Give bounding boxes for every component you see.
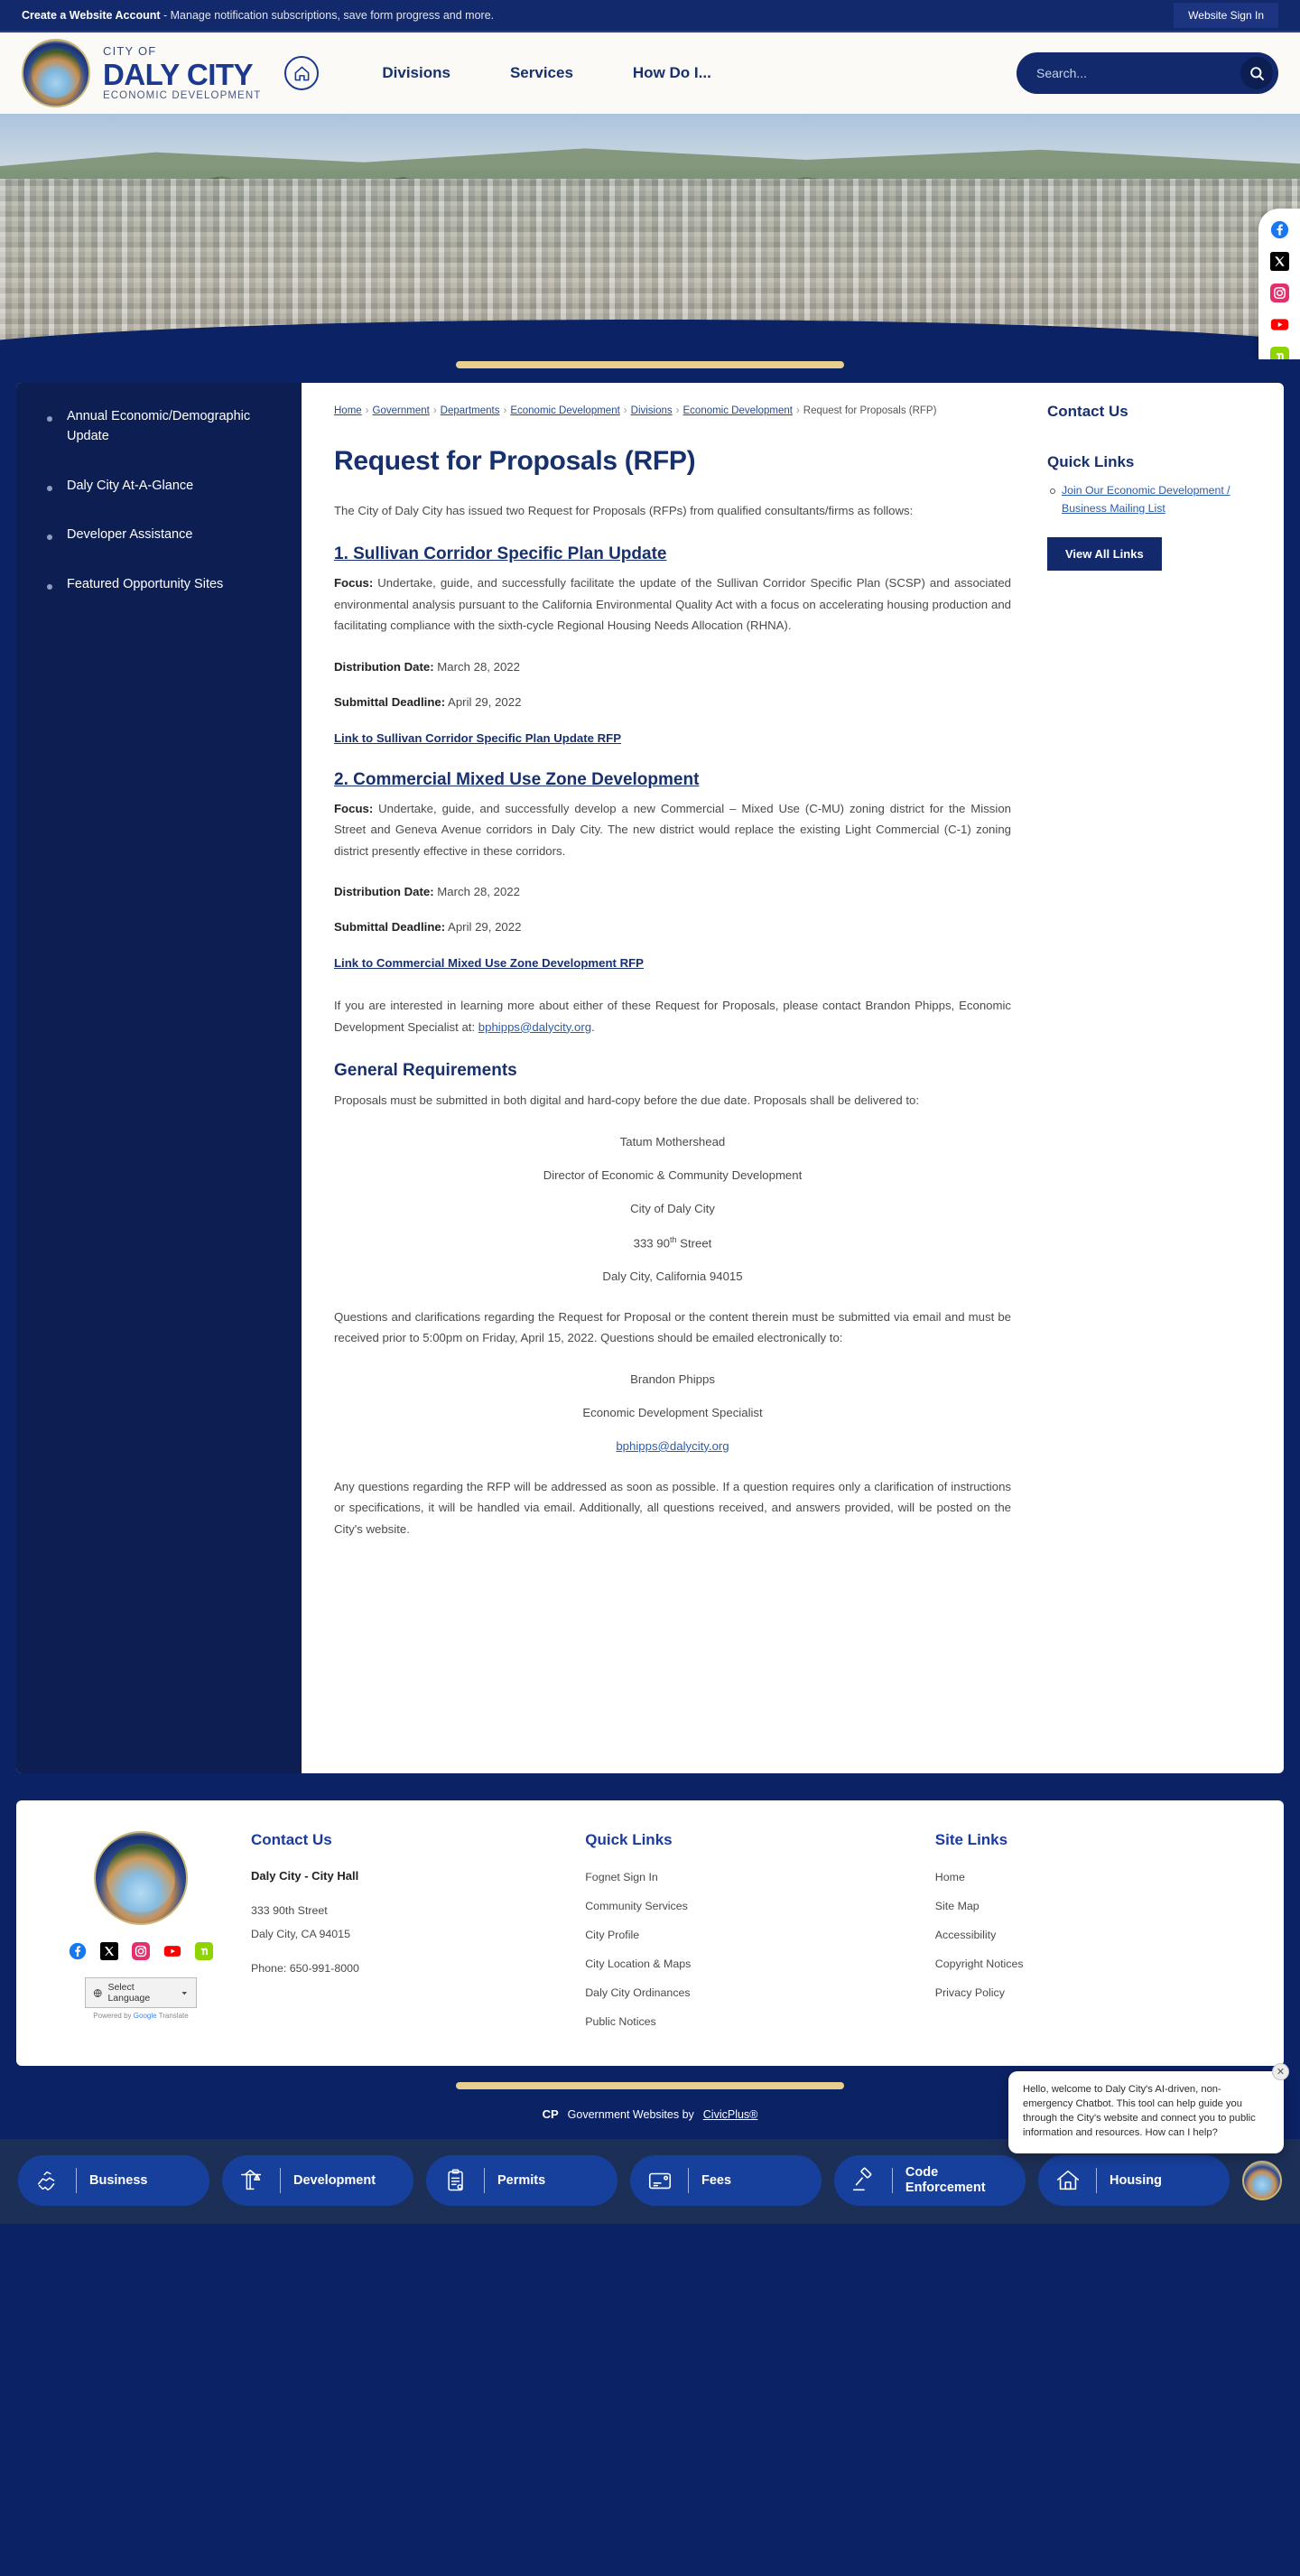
site-header	[0, 33, 1300, 114]
x-twitter-icon[interactable]	[99, 1941, 119, 1961]
chatbot-tooltip	[1008, 2067, 1286, 2153]
youtube-icon[interactable]	[162, 1941, 182, 1961]
pill-divider	[892, 2168, 893, 2193]
rfp-1-focus	[334, 572, 1011, 637]
rfp-2-distribution-label: Distribution Date:	[334, 885, 434, 899]
rfp-1-document-link[interactable]: Link to Sullivan Corridor Specific Plan Update RFP	[334, 730, 622, 745]
search-box[interactable]	[1017, 52, 1278, 94]
content-shell	[16, 383, 1284, 1773]
closing-paragraph: Any questions regarding the RFP will be addressed as soon as possible. If a question requires only a clarification of instructions or specifications, it will be handled via email. Additionally, all questions received, and answers provided, will be posted on the City's website.	[334, 1479, 1011, 1536]
list-item	[585, 1985, 914, 2001]
address-street	[334, 1235, 1011, 1250]
footer-contact-phone: Phone: 650-991-8000	[251, 1962, 359, 1975]
list-item	[1062, 482, 1257, 517]
primary-navigation	[382, 64, 710, 82]
rfp-2-heading[interactable]: 2. Commercial Mixed Use Zone Development	[334, 769, 700, 789]
general-requirements-intro: Proposals must be submitted in both digital and hard-copy before the due date. Proposals shall be delivered to:	[334, 1093, 920, 1108]
quick-link-mailing-list[interactable]: Join Our Economic Development / Business Mailing List	[1062, 484, 1230, 515]
list-item	[585, 1869, 914, 1885]
footer-logo-column	[52, 1831, 229, 2042]
address-org: City of Daly City	[630, 1201, 715, 1215]
quick-action-label: Housing	[1110, 2172, 1162, 2188]
quick-action-label: Fees	[701, 2172, 732, 2188]
brand-city-of: CITY OF	[103, 43, 157, 58]
nextdoor-icon[interactable]	[1269, 346, 1289, 359]
home-button[interactable]	[284, 56, 319, 90]
card-icon	[645, 2165, 675, 2196]
facebook-icon[interactable]	[1269, 219, 1289, 239]
contact-paragraph-pre: If you are interested in learning more about either of these Request for Proposals, please contact Brandon Phipps, Economic Development Specialist at:	[334, 999, 1011, 1034]
clipboard-icon	[441, 2165, 471, 2196]
search-icon	[1249, 65, 1266, 82]
footer-link-daly-city-ordinances[interactable]: Daly City Ordinances	[585, 1986, 691, 1999]
sidebar-item-featured-opportunity-sites[interactable]: Featured Opportunity Sites	[47, 574, 302, 594]
breadcrumb	[334, 403, 1011, 421]
rfp-1-focus-text: Undertake, guide, and successfully facilitate the update of the Sullivan Corridor Specific Plan (SCSP) and associated environmental analysis pursuant to the California Environmental Quality Act with a focus on accelerating housing production and facilitating compliance with the sixth-cycle Regional Housing Needs Allocation (RHNA).	[334, 576, 1011, 633]
rfp-2-submittal-label: Submittal Deadline:	[334, 920, 446, 935]
list-item	[585, 1956, 914, 1972]
footer-link-site-map[interactable]: Site Map	[934, 1900, 980, 1912]
breadcrumb-sep: ›	[675, 405, 680, 416]
quick-action-label: Business	[89, 2172, 148, 2188]
quick-action-label: Code Enforcement	[905, 2165, 986, 2195]
questions-contact-email-wrap	[334, 1439, 1011, 1453]
breadcrumb-sep: ›	[795, 405, 800, 416]
powered-by-google-translate	[52, 2012, 229, 2020]
sidebar-quick-links-list	[1047, 482, 1257, 517]
facebook-icon[interactable]	[68, 1941, 88, 1961]
main-content	[302, 383, 1042, 1773]
view-all-links-button[interactable]: View All Links	[1047, 537, 1162, 571]
chatbot-avatar-button[interactable]	[1242, 2161, 1282, 2200]
footer-contact-citystate: Daly City, CA 94015	[251, 1928, 350, 1940]
list-item	[585, 1927, 914, 1943]
brand-block[interactable]	[103, 45, 261, 102]
contact-paragraph-post: .	[591, 1019, 595, 1034]
rfp-2-document-link[interactable]: Link to Commercial Mixed Use Zone Development RFP	[334, 956, 644, 971]
nav-item-services[interactable]: Services	[509, 64, 573, 81]
pill-divider	[688, 2168, 689, 2193]
sidebar-list	[47, 406, 302, 594]
home-icon	[293, 65, 311, 82]
sidebar-item-developer-assistance[interactable]: Developer Assistance	[47, 525, 302, 544]
nav-item-how-do-i[interactable]: How Do I...	[632, 64, 711, 81]
quick-action-permits[interactable]	[426, 2155, 618, 2206]
questions-contact-email-link[interactable]: bphipps@dalycity.org	[616, 1438, 729, 1453]
breadcrumb-sep: ›	[623, 405, 627, 416]
powered-by-prefix: Powered by	[93, 2012, 134, 2020]
brand-city-name: DALY CITY	[103, 57, 254, 91]
footer-link-public-notices[interactable]: Public Notices	[585, 2015, 656, 2028]
city-seal-logo[interactable]	[22, 39, 90, 107]
civicplus-logo: CP	[542, 2107, 559, 2121]
gold-bar	[456, 2082, 844, 2089]
address-title: Director of Economic & Community Development	[543, 1167, 803, 1182]
hero-banner	[0, 114, 1300, 359]
contact-email-link[interactable]: bphipps@dalycity.org	[478, 1019, 592, 1034]
quick-action-development[interactable]	[222, 2155, 413, 2206]
social-rail	[1258, 209, 1300, 359]
page-title: Request for Proposals (RFP)	[334, 445, 696, 476]
rfp-2-distribution-value: March 28, 2022	[433, 885, 520, 899]
questions-contact-title: Economic Development Specialist	[582, 1405, 763, 1419]
instagram-icon[interactable]	[1269, 283, 1289, 302]
sidebar-contact-us-heading: Contact Us	[1047, 403, 1128, 420]
footer-city-seal[interactable]	[94, 1831, 188, 1925]
breadcrumb-sep: ›	[432, 405, 437, 416]
questions-paragraph: Questions and clarifications regarding the Request for Proposal or the content therein must be submitted via email and must be received prior to 5:00pm on Friday, April 15, 2022. Questions should be emailed electronically to:	[334, 1309, 1011, 1345]
gold-divider-top	[0, 359, 1300, 370]
pill-divider	[484, 2168, 485, 2193]
search-submit-button[interactable]	[1240, 57, 1273, 89]
list-item	[585, 1898, 914, 1914]
youtube-icon[interactable]	[1269, 314, 1289, 334]
civicplus-text: Government Websites by	[567, 2107, 694, 2121]
footer-quicklinks-column	[563, 1831, 914, 2042]
language-selector[interactable]	[85, 1977, 197, 2008]
create-account-link[interactable]: Create a Website Account	[22, 9, 161, 22]
address-street-number: 333 90	[633, 1235, 670, 1250]
general-requirements-heading: General Requirements	[334, 1061, 517, 1081]
rfp-1-heading[interactable]: 1. Sullivan Corridor Specific Plan Update	[334, 544, 667, 564]
breadcrumb-sep: ›	[365, 405, 369, 416]
sidebar-item-at-a-glance[interactable]: Daly City At-A-Glance	[47, 476, 302, 496]
rfp-1-focus-label: Focus:	[334, 576, 374, 591]
page-body	[0, 370, 1300, 1800]
powered-by-suffix: Translate	[156, 2012, 189, 2020]
quick-action-business[interactable]	[18, 2155, 209, 2206]
quick-action-label: Development	[293, 2172, 376, 2188]
pill-divider	[280, 2168, 281, 2193]
website-signin-button[interactable]: Website Sign In	[1174, 3, 1278, 28]
rfp-1-distribution-value: March 28, 2022	[433, 659, 520, 674]
footer-sitelinks-heading: Site Links	[934, 1831, 1008, 1848]
instagram-icon[interactable]	[131, 1941, 151, 1961]
contact-paragraph	[334, 995, 1011, 1037]
footer-contact-heading: Contact Us	[251, 1831, 332, 1848]
footer-link-home[interactable]: Home	[934, 1871, 965, 1883]
list-item	[935, 1956, 1248, 1972]
address-name: Tatum Mothershead	[619, 1134, 726, 1149]
list-item	[935, 1869, 1248, 1885]
x-twitter-icon[interactable]	[1269, 251, 1289, 271]
rfp-1-submittal	[334, 695, 1011, 709]
footer-contact-column	[229, 1831, 563, 2042]
gavel-icon	[849, 2165, 879, 2196]
quick-action-label: Permits	[497, 2172, 546, 2188]
address-city-state-zip: Daly City, California 94015	[602, 1269, 743, 1283]
section-sidebar	[16, 383, 302, 1773]
footer-link-copyright-notices[interactable]: Copyright Notices	[934, 1958, 1024, 1970]
handshake-icon	[32, 2165, 63, 2196]
breadcrumb-sep: ›	[503, 405, 507, 416]
rfp-1-distribution-label: Distribution Date:	[334, 659, 434, 674]
footer-quicklinks-list	[585, 1869, 914, 2030]
pill-divider	[1096, 2168, 1097, 2193]
rfp-2-distribution	[334, 885, 1011, 898]
breadcrumb-economic-development[interactable]: Economic Development	[510, 405, 620, 416]
questions-contact-name: Brandon Phipps	[630, 1372, 715, 1386]
quick-action-code-enforcement[interactable]	[834, 2155, 1026, 2206]
breadcrumb-economic-development-2[interactable]: Economic Development	[682, 405, 793, 416]
create-account-desc: - Manage notification subscriptions, save form progress and more.	[160, 9, 495, 22]
list-item	[935, 1985, 1248, 2001]
footer-link-city-profile[interactable]: City Profile	[585, 1929, 640, 1941]
quick-action-housing[interactable]	[1038, 2155, 1230, 2206]
list-item	[585, 2013, 914, 2030]
rfp-2-submittal	[334, 920, 1011, 934]
sidebar-item-annual-update[interactable]: Annual Economic/Demographic Update	[47, 406, 302, 447]
rfp-2-focus-label: Focus:	[334, 801, 374, 815]
house-icon	[1053, 2165, 1083, 2196]
list-item	[935, 1898, 1248, 1914]
breadcrumb-divisions[interactable]: Divisions	[630, 405, 673, 416]
chatbot-message: Hello, welcome to Daly City's AI-driven, non-emergency Chatbot. This tool can help guide you through the City's website and connect you to public information and resources. How can I help?	[1023, 2084, 1256, 2139]
rfp-1-submittal-label: Submittal Deadline:	[334, 694, 446, 709]
crane-icon	[237, 2165, 267, 2196]
footer-social-links	[52, 1941, 229, 1961]
footer-quicklinks-heading: Quick Links	[585, 1831, 673, 1848]
nav-item-divisions[interactable]: Divisions	[382, 64, 450, 81]
pill-divider	[76, 2168, 77, 2193]
footer-link-city-location-maps[interactable]: City Location & Maps	[585, 1958, 692, 1970]
brand-department: ECONOMIC DEVELOPMENT	[103, 89, 262, 101]
rfp-2-focus-text: Undertake, guide, and successfully develop a new Commercial – Mixed Use (C-MU) zoning district for the Mission Street and Geneva Avenue corridors in Daly City. The new district would replace the existing Light Commercial (C-1) zoning district presently effective in these corridors.	[334, 801, 1011, 858]
breadcrumb-government[interactable]: Government	[372, 405, 430, 416]
rfp-1-distribution	[334, 660, 1011, 674]
breadcrumb-departments[interactable]: Departments	[440, 405, 500, 416]
sidebar-quick-links-heading: Quick Links	[1047, 453, 1135, 470]
footer-sitelinks-list	[935, 1869, 1248, 2001]
footer	[0, 1800, 1300, 2077]
footer-card	[16, 1800, 1284, 2066]
globe-icon	[93, 1988, 102, 1998]
language-selector-label: Select Language	[107, 1982, 151, 2004]
footer-link-community-services[interactable]: Community Services	[585, 1900, 688, 1912]
rfp-1-submittal-value: April 29, 2022	[445, 694, 522, 709]
footer-link-fognet-sign-in[interactable]: Fognet Sign In	[585, 1871, 658, 1883]
chevron-down-icon	[181, 1989, 189, 1997]
civicplus-link[interactable]: CivicPlus®	[702, 2107, 758, 2121]
address-street-suffix: Street	[676, 1235, 712, 1250]
utility-bar	[0, 0, 1300, 33]
footer-contact-street: 333 90th Street	[251, 1904, 328, 1917]
footer-link-privacy-policy[interactable]: Privacy Policy	[934, 1986, 1005, 1999]
search-input[interactable]	[1036, 66, 1240, 80]
breadcrumb-current: Request for Proposals (RFP)	[803, 405, 937, 416]
nextdoor-icon[interactable]	[194, 1941, 214, 1961]
create-account-text	[22, 9, 494, 22]
google-wordmark: Google	[133, 2012, 157, 2020]
footer-contact-org: Daly City - City Hall	[251, 1869, 359, 1883]
address-street-sup: th	[669, 1234, 677, 1244]
close-icon[interactable]: ✕	[1272, 2063, 1289, 2080]
right-sidebar	[1042, 383, 1284, 1773]
intro-paragraph: The City of Daly City has issued two Request for Proposals (RFPs) from qualified consultants/firms as follows:	[334, 503, 914, 517]
list-item	[935, 1927, 1248, 1943]
footer-link-accessibility[interactable]: Accessibility	[934, 1929, 997, 1941]
quick-action-fees[interactable]	[630, 2155, 822, 2206]
gold-bar	[456, 361, 844, 368]
rfp-2-submittal-value: April 29, 2022	[445, 920, 522, 935]
breadcrumb-home[interactable]: Home	[334, 405, 362, 416]
footer-sitelinks-column	[914, 1831, 1248, 2042]
rfp-2-focus	[334, 798, 1011, 862]
